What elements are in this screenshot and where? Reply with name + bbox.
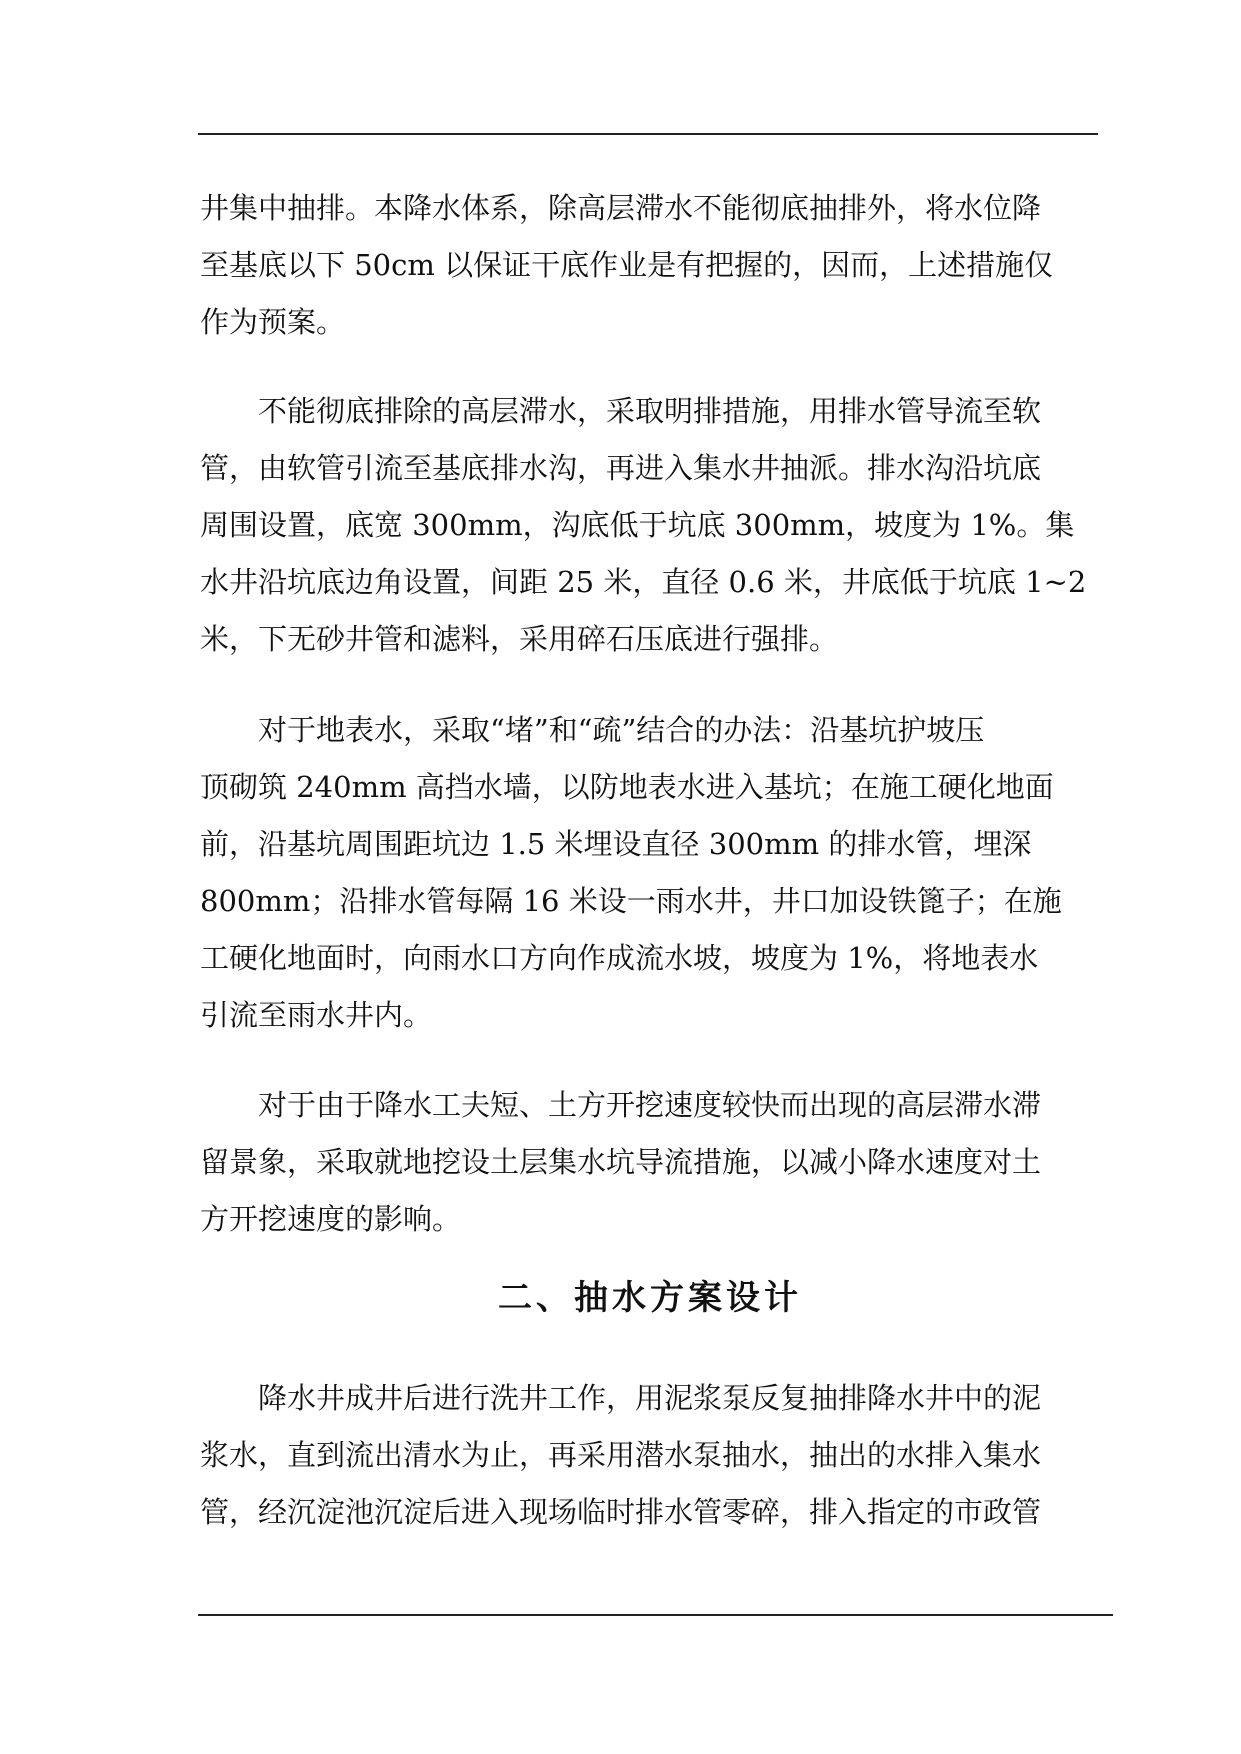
section-heading: 二、抽水方案设计 bbox=[498, 1278, 802, 1318]
text-line: 方开挖速度的影响。 bbox=[200, 1202, 462, 1236]
footer-rule bbox=[198, 1614, 1113, 1616]
text-line: 至基底以下 50cm 以保证干底作业是有把握的，因而，上述措施仅 bbox=[200, 248, 1054, 282]
text-line: 米，下无砂井管和滤料，采用碎石压底进行强排。 bbox=[200, 622, 839, 656]
paragraph-2 bbox=[200, 383, 1100, 668]
text-line: 800mm；沿排水管每隔 16 米设一雨水井，井口加设铁篦子；在施 bbox=[200, 884, 1062, 918]
text-line: 对于由于降水工夫短、土方开挖速度较快而出现的高层滞水滞 bbox=[200, 1088, 1042, 1122]
text-line: 对于地表水，采取“堵”和“疏”结合的办法：沿基坑护坡压 bbox=[200, 713, 985, 747]
text-line: 周围设置，底宽 300mm，沟底低于坑底 300mm，坡度为 1%。集 bbox=[200, 508, 1075, 542]
text-line: 引流至雨水井内。 bbox=[200, 998, 433, 1032]
text-line: 水井沿坑底边角设置，间距 25 米，直径 0.6 米，井底低于坑底 1~2 bbox=[200, 565, 1087, 599]
text-line: 井集中抽排。本降水体系，除高层滞水不能彻底抽排外，将水位降 bbox=[200, 191, 1042, 225]
text-line: 顶砌筑 240mm 高挡水墙，以防地表水进入基坑；在施工硬化地面 bbox=[200, 770, 1054, 804]
text-line: 工硬化地面时，向雨水口方向作成流水坡，坡度为 1%，将地表水 bbox=[200, 941, 1039, 975]
text-line: 管，经沉淀池沉淀后进入现场临时排水管零碎，排入指定的市政管 bbox=[200, 1495, 1042, 1529]
text-line: 管，由软管引流至基底排水沟，再进入集水井抽派。排水沟沿坑底 bbox=[200, 451, 1042, 485]
paragraph-5 bbox=[200, 1370, 1100, 1541]
header-rule bbox=[198, 133, 1098, 135]
paragraph-1 bbox=[200, 180, 1100, 351]
text-line: 留景象，采取就地挖设土层集水坑导流措施，以减小降水速度对土 bbox=[200, 1145, 1042, 1179]
text-line: 前，沿基坑周围距坑边 1.5 米埋设直径 300mm 的排水管，埋深 bbox=[200, 827, 1032, 861]
text-line: 降水井成井后进行洗井工作，用泥浆泵反复抽排降水井中的泥 bbox=[200, 1381, 1042, 1415]
paragraph-4 bbox=[200, 1077, 1100, 1248]
text-line: 浆水，直到流出清水为止，再采用潜水泵抽水，抽出的水排入集水 bbox=[200, 1438, 1042, 1472]
text-line: 作为预案。 bbox=[200, 305, 346, 339]
paragraph-3 bbox=[200, 702, 1100, 1044]
text-line: 不能彻底排除的高层滞水，采取明排措施，用排水管导流至软 bbox=[200, 394, 1042, 428]
